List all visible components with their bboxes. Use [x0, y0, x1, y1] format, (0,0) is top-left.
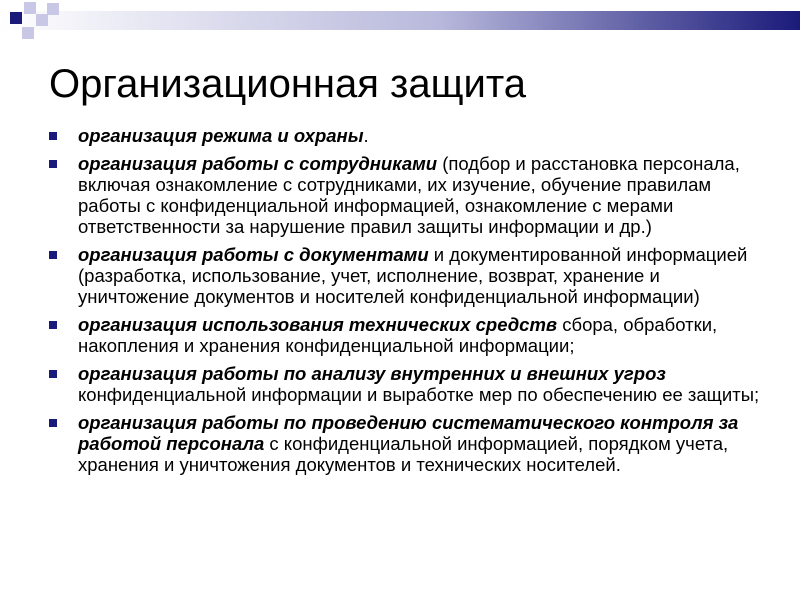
- bullet-body-text: (подбор и расстановка персонала, включая ознакомление с сотрудниками, их изучение, обучение правилам работы с конфиденциальной информацией, ознакомление с мерами ответственности за нарушение правил защиты информации и др.): [78, 153, 740, 237]
- bullet-marker: [49, 321, 57, 329]
- bullet-lead-text: организация работы по проведению систематического контроля за работой персонала: [78, 412, 739, 454]
- bullet-marker: [49, 251, 57, 259]
- decor-square-dark-1: [10, 12, 22, 24]
- bullet-item: [49, 314, 769, 356]
- bullet-item: [49, 153, 769, 237]
- bullet-body-text: и документированной информацией (разработка, использование, учет, исполнение, возврат, хранение и уничтожение документов и носителей конфиденциальной информации): [78, 244, 748, 307]
- decor-square-light-1: [24, 2, 36, 14]
- bullet-list: [49, 125, 769, 482]
- bullet-lead-text: организация работы по анализу внутренних и внешних угроз: [78, 363, 666, 384]
- bullet-item: [49, 244, 769, 307]
- bullet-marker: [49, 419, 57, 427]
- decor-square-light-2: [36, 14, 48, 26]
- bullet-marker: [49, 160, 57, 168]
- bullet-item: [49, 363, 769, 405]
- bullet-lead-text: организация работы с документами: [78, 244, 429, 265]
- bullet-lead-text: организация режима и охраны: [78, 125, 364, 146]
- slide-title: Организационная защита: [49, 62, 526, 106]
- header-gradient-bar: [0, 11, 800, 30]
- decor-square-light-3: [47, 3, 59, 15]
- bullet-lead-text: организация работы с сотрудниками: [78, 153, 438, 174]
- bullet-body-text: .: [363, 125, 369, 146]
- bullet-item: [49, 412, 769, 475]
- bullet-body-text: сбора, обработки, накопления и хранения конфиденциальной информации;: [78, 314, 718, 356]
- bullet-item: [49, 125, 769, 146]
- bullet-body-text: конфиденциальной информации и выработке мер по обеспечению ее защиты;: [78, 384, 760, 405]
- bullet-marker: [49, 132, 57, 140]
- decor-square-light-4: [22, 27, 34, 39]
- bullet-lead-text: организация использования технических средств: [78, 314, 558, 335]
- bullet-marker: [49, 370, 57, 378]
- bullet-body-text: с конфиденциальной информацией, порядком учета, хранения и уничтожения документов и технических носителей.: [78, 433, 729, 475]
- header-decoration: [0, 0, 800, 60]
